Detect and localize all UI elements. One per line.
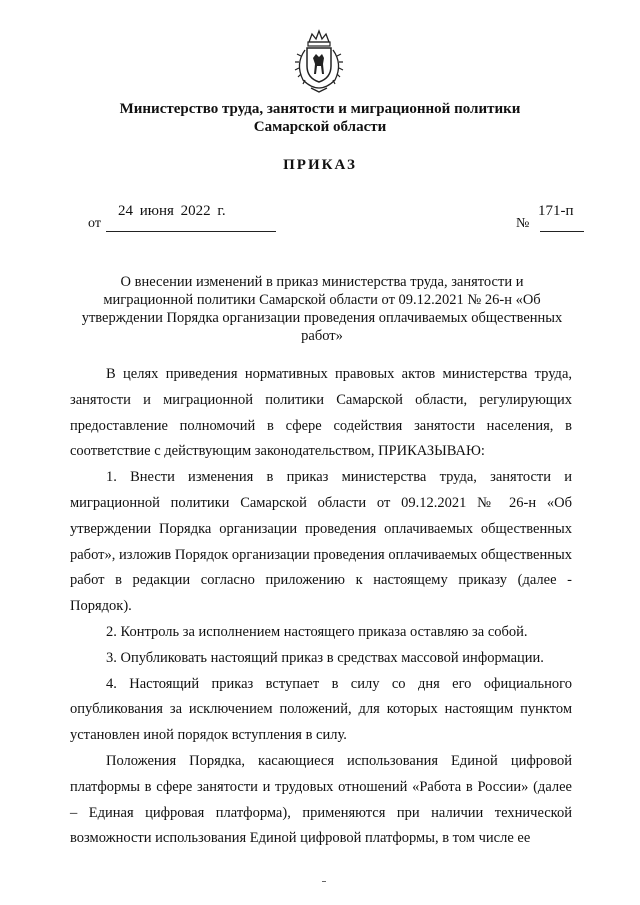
- item-3-paragraph: 3. Опубликовать настоящий приказ в средствах массовой информации.: [106, 649, 544, 666]
- order-date-field: [88, 203, 278, 233]
- item-2-paragraph: 2. Контроль за исполнением настоящего приказа оставляю за собой.: [106, 623, 528, 640]
- preamble-paragraph: В целях приведения нормативных правовых актов министерства труда, занятости и миграционной политики Самарской области, регулирующих предоставление полномочий в сфере содействия занятости населения, в соответствие с действующим законодательством, ПРИКАЗЫВАЮ:: [70, 366, 572, 460]
- order-date: 24 июня 2022 г.: [118, 203, 226, 219]
- order-subject: О внесении изменений в приказ министерства труда, занятости и миграционной политики Самарской области от 09.12.2021 № 26-н «Об утверждении Порядка организации проведения оплачиваемых общественных работ»: [81, 274, 563, 344]
- date-underline: [106, 231, 276, 232]
- from-label: от: [88, 216, 101, 231]
- order-number: 171-п: [538, 203, 574, 219]
- ministry-name-line-1: Министерство труда, занятости и миграционной политики: [119, 101, 521, 117]
- item-4-paragraph: 4. Настоящий приказ вступает в силу со дня его официального опубликования за исключением положений, для которых настоящим пунктом установлен иной порядок вступления в силу.: [70, 675, 572, 744]
- number-label: №: [516, 216, 530, 231]
- order-number-field: [516, 203, 586, 233]
- scan-artifact-dot: [322, 881, 326, 882]
- coat-of-arms-icon: [289, 28, 349, 94]
- item-4-continuation-paragraph: Положения Порядка, касающиеся использования Единой цифровой платформы в сфере занятости и трудовых отношений «Работа в России» (далее – Единая цифровая платформа), применяются при наличии технической возможности использования Единой цифровой платформы, в том числе ее: [70, 752, 572, 847]
- item-1-paragraph: 1. Внести изменения в приказ министерства труда, занятости и миграционной политики Самарской области от 09.12.2021 № 26-н «Об утверждении Порядка организации проведения оплачиваемых общественных работ», изложив Порядок организации проведения оплачиваемых общественных работ в редакции согласно приложению к настоящему приказу (далее - Порядок).: [70, 469, 572, 615]
- ministry-name-line-2: Самарской области: [253, 119, 387, 135]
- number-underline: [540, 231, 584, 232]
- order-body: [70, 362, 572, 852]
- document-type-title: ПРИКАЗ: [283, 157, 357, 173]
